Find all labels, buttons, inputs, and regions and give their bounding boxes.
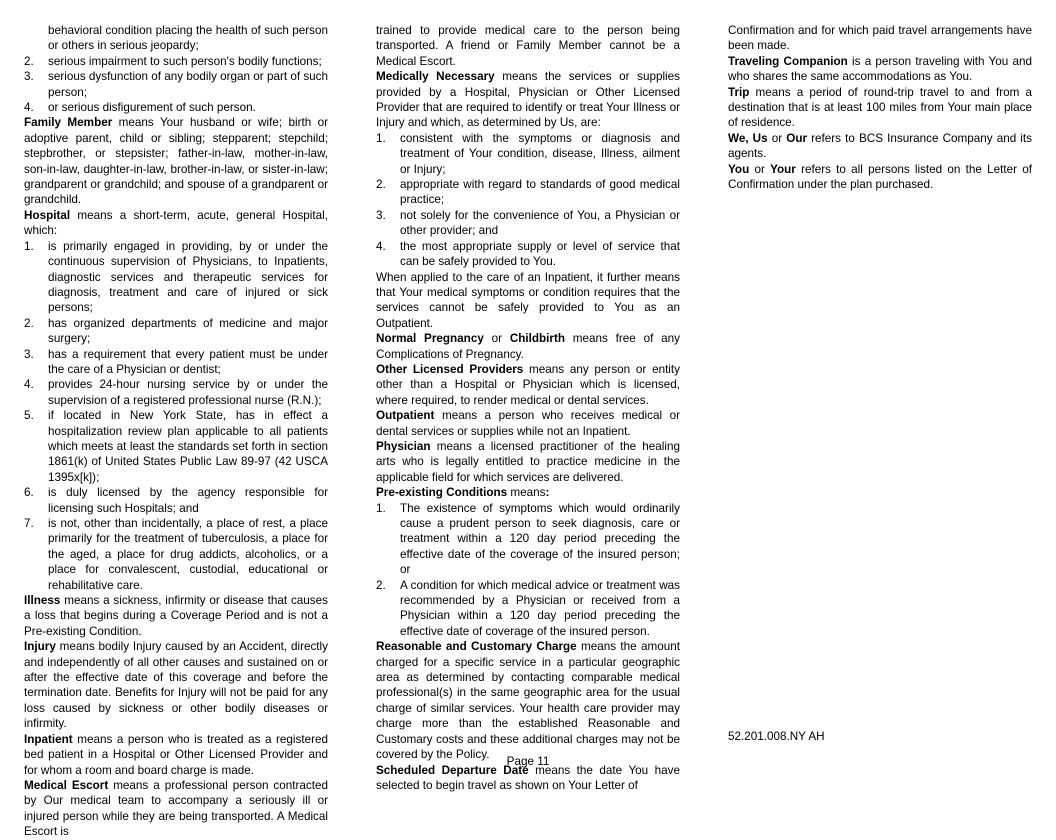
list-number: 4. <box>24 101 34 115</box>
list-item <box>24 69 328 100</box>
list-number: 4. <box>376 239 386 253</box>
definition-text: means a person who is treated as a registered bed patient in a Hospital or Other Licensed Provider and for whom a room and board charge is made. <box>24 732 328 777</box>
list-number: 7. <box>24 517 34 530</box>
conjunction: or <box>483 332 510 346</box>
term-injury: Injury <box>24 640 56 654</box>
term-you: You <box>728 162 750 176</box>
definition-text: means a sickness, infirmity or disease that causes a loss that begins during a Coverage Period and is not a Pre-existing Condition. <box>24 594 328 638</box>
definition-physician <box>376 439 680 485</box>
emergency-criteria-list <box>24 54 328 116</box>
definition-text: means a period of round-trip travel to and from a destination that is at least 100 miles from Your main place of residence. <box>728 85 1032 130</box>
definition-other-licensed-providers <box>376 362 680 408</box>
list-item <box>376 177 680 208</box>
list-number: 1. <box>376 501 386 515</box>
list-text: if located in New York State, has in effect a hospitalization review plan applicable to all patients which meets at least the standards set forth in section 1861(k) of United States Public Law 89-97 (42 USCA 1395x[k]); <box>48 409 328 484</box>
definition-text: means a licensed practitioner of the healing arts who is legally entitled to practice medicine in the applicable field for which services are delivered. <box>376 439 680 484</box>
term-physician: Physician <box>376 439 431 453</box>
column-middle <box>376 23 680 793</box>
list-item <box>24 377 328 408</box>
list-number: 3. <box>376 208 386 222</box>
list-text: provides 24-hour nursing service by or under the supervision of a registered professional nurse (R.N.); <box>48 378 328 407</box>
column-left <box>24 23 328 840</box>
list-text: is primarily engaged in providing, by or under the continuous supervision of Physicians, to Inpatients, diagnostic services and therapeutic services for diagnosis, treatment and care of injured or sick persons; <box>48 239 328 315</box>
list-number: 2. <box>376 178 386 192</box>
list-text: appropriate with regard to standards of good medical practice; <box>400 178 680 207</box>
list-text: is duly licensed by the agency responsible for licensing such Hospitals; and <box>48 486 328 515</box>
definition-you-your <box>728 162 1032 193</box>
definition-text: means a short-term, acute, general Hospital, which: <box>24 208 328 238</box>
list-number: 1. <box>376 131 386 145</box>
term-medically-necessary: Medically Necessary <box>376 70 495 84</box>
pre-existing-conditions-list <box>376 501 680 640</box>
term-hospital: Hospital <box>24 208 71 222</box>
term-your: Your <box>770 162 796 176</box>
definition-text: means free of any Complications of Pregnancy. <box>376 332 680 361</box>
conjunction: or <box>749 162 771 176</box>
list-number: 4. <box>24 378 34 392</box>
definition-traveling-companion <box>728 54 1032 85</box>
definition-reasonable-customary-charge <box>376 639 680 762</box>
list-text: the most appropriate supply or level of service that can be safely provided to You. <box>400 239 680 269</box>
list-item <box>24 408 328 485</box>
definition-text: means bodily Injury caused by an Accident, directly and independently of all other causes and sustained on or after the effective date of this coverage and before the termination date. Benefits for Injury will not be paid for any loss caused by sickness or other bodily diseases or infirmity. <box>24 640 328 731</box>
term-other-licensed-providers: Other Licensed Providers <box>376 362 524 376</box>
list-text: The existence of symptoms which would ordinarily cause a prudent person to seek diagnosis, care or treatment within a 120 day period preceding the effective date of the coverage of the insured person; or <box>400 501 680 577</box>
term-illness: Illness <box>24 594 61 608</box>
definition-text: means a person who receives medical or dental services or supplies while not an Inpatient. <box>376 409 680 438</box>
form-code: 52.201.008.NY AH <box>728 730 825 743</box>
definition-text: refers to all persons listed on the Letter of Confirmation under the plan purchased. <box>728 162 1032 192</box>
definition-hospital <box>24 208 328 239</box>
definition-illness <box>24 593 328 639</box>
column-right <box>728 23 1032 192</box>
definition-medically-necessary <box>376 69 680 131</box>
medically-necessary-list <box>376 131 680 270</box>
list-number: 2. <box>24 316 34 330</box>
definition-text: means the amount charged for a specific service in a particular geographic area as determined by contacting comparable medical professional(s) in the same geographic area for the usual charge of similar services. Your health care provider may charge more than the established Reasonable and Customary costs and these additional charges may not be covered by the Policy. <box>376 640 680 762</box>
term-family-member: Family Member <box>24 116 113 130</box>
list-item <box>376 239 680 270</box>
definition-family-member <box>24 115 328 207</box>
term-reasonable-customary-charge: Reasonable and Customary Charge <box>376 640 577 654</box>
list-text: serious dysfunction of any bodily organ or part of such person; <box>48 70 329 99</box>
definition-text: means <box>507 486 546 500</box>
term-pre-existing-conditions: Pre-existing Conditions <box>376 486 508 500</box>
term-normal-pregnancy: Normal Pregnancy <box>376 332 484 346</box>
list-item <box>24 54 328 69</box>
term-traveling-companion: Traveling Companion <box>728 54 848 68</box>
list-text: consistent with the symptoms or diagnosis and treatment of Your condition, disease, Illness, ailment or Injury; <box>400 131 680 176</box>
definition-normal-pregnancy <box>376 331 680 362</box>
term-childbirth: Childbirth <box>509 332 565 346</box>
list-number: 6. <box>24 486 34 500</box>
list-text: is not, other than incidentally, a place of rest, a place primarily for the treatment of tuberculosis, a place for the aged, a place for drug addicts, alcoholics, or a place for convalescent, custodial, educational or rehabilitative care. <box>48 517 328 592</box>
term-we-us: We, Us <box>728 131 768 145</box>
scheduled-departure-continued-text: Confirmation and for which paid travel arrangements have been made. <box>728 24 1032 53</box>
list-text: not solely for the convenience of You, a Physician or other provider; and <box>400 208 680 238</box>
list-number: 1. <box>24 239 34 253</box>
inpatient-care-text: When applied to the care of an Inpatient, it further means that Your medical symptoms or condition requires that the services cannot be safely provided to You as an Outpatient. <box>376 270 680 330</box>
definition-injury <box>24 639 328 731</box>
list-item <box>24 516 328 593</box>
definition-text: means the date You have selected to begin travel as shown on Your Letter of <box>376 763 680 792</box>
list-text: has organized departments of medicine and major surgery; <box>48 316 328 346</box>
list-number: 2. <box>24 54 34 68</box>
list-text: serious impairment to such person's bodily functions; <box>48 54 322 68</box>
list-number: 3. <box>24 347 34 361</box>
list-item <box>24 347 328 378</box>
term-our: Our <box>786 131 808 145</box>
definition-text: means any person or entity other than a Hospital or Physician which is licensed, where required, to render medical or dental services. <box>376 362 680 407</box>
list-item <box>376 131 680 177</box>
conjunction: or <box>767 131 787 145</box>
hospital-continued-text: behavioral condition placing the health of such person or others in serious jeopardy; <box>48 24 328 53</box>
list-number: 3. <box>24 70 34 84</box>
term-outpatient: Outpatient <box>376 409 435 423</box>
definition-text: refers to BCS Insurance Company and its agents. <box>728 131 1032 161</box>
term-trip: Trip <box>728 85 750 99</box>
definition-we-us-our <box>728 131 1032 162</box>
definition-text: means the services or supplies provided by a Hospital, Physician or Other Licensed Provider that are required to identify or treat Your Illness or Injury and which, as determined by Us, are: <box>376 70 681 130</box>
hospital-criteria-list <box>24 239 328 593</box>
list-item <box>376 501 680 578</box>
list-item <box>24 100 328 115</box>
colon: : <box>545 486 550 500</box>
term-inpatient: Inpatient <box>24 732 73 746</box>
list-text: A condition for which medical advice or treatment was recommended by a Physician or received from a Physician within a 120 day period preceding the effective date of coverage of the insured person. <box>400 578 680 638</box>
list-text: or serious disfigurement of such person. <box>48 101 256 115</box>
list-number: 5. <box>24 409 34 423</box>
list-item <box>24 239 328 316</box>
list-item <box>376 578 680 640</box>
term-scheduled-departure-date: Scheduled Departure Date <box>376 763 529 777</box>
medical-escort-continued-text: trained to provide medical care to the person being transported. A friend or Family Member cannot be a Medical Escort. <box>376 24 680 68</box>
list-text: has a requirement that every patient must be under the care of a Physician or dentist; <box>48 347 328 376</box>
definition-medical-escort <box>24 778 328 840</box>
page-number: Page 11 <box>506 755 550 768</box>
definition-text: is a person traveling with You and who shares the same accommodations as You. <box>728 54 1032 84</box>
definition-text: means Your husband or wife; birth or adoptive parent, child or sibling; stepparent; stepchild; stepbrother, or stepsister; father-in-law, mother-in-law, son-in-law, daughter-in-law, brother-in-law, or sister-in-law; grandparent or grandchild; and spouse of a grandparent or grandchild. <box>24 116 329 207</box>
definition-text: means a professional person contracted by Our medical team to accompany a seriously ill or injured person while they are being transported. A Medical Escort is <box>24 778 328 839</box>
list-item <box>24 316 328 347</box>
list-item <box>376 208 680 239</box>
list-item <box>24 485 328 516</box>
definition-trip <box>728 85 1032 131</box>
definition-pre-existing-conditions <box>376 485 680 500</box>
list-number: 2. <box>376 578 386 592</box>
term-medical-escort: Medical Escort <box>24 778 109 792</box>
definition-outpatient <box>376 408 680 439</box>
